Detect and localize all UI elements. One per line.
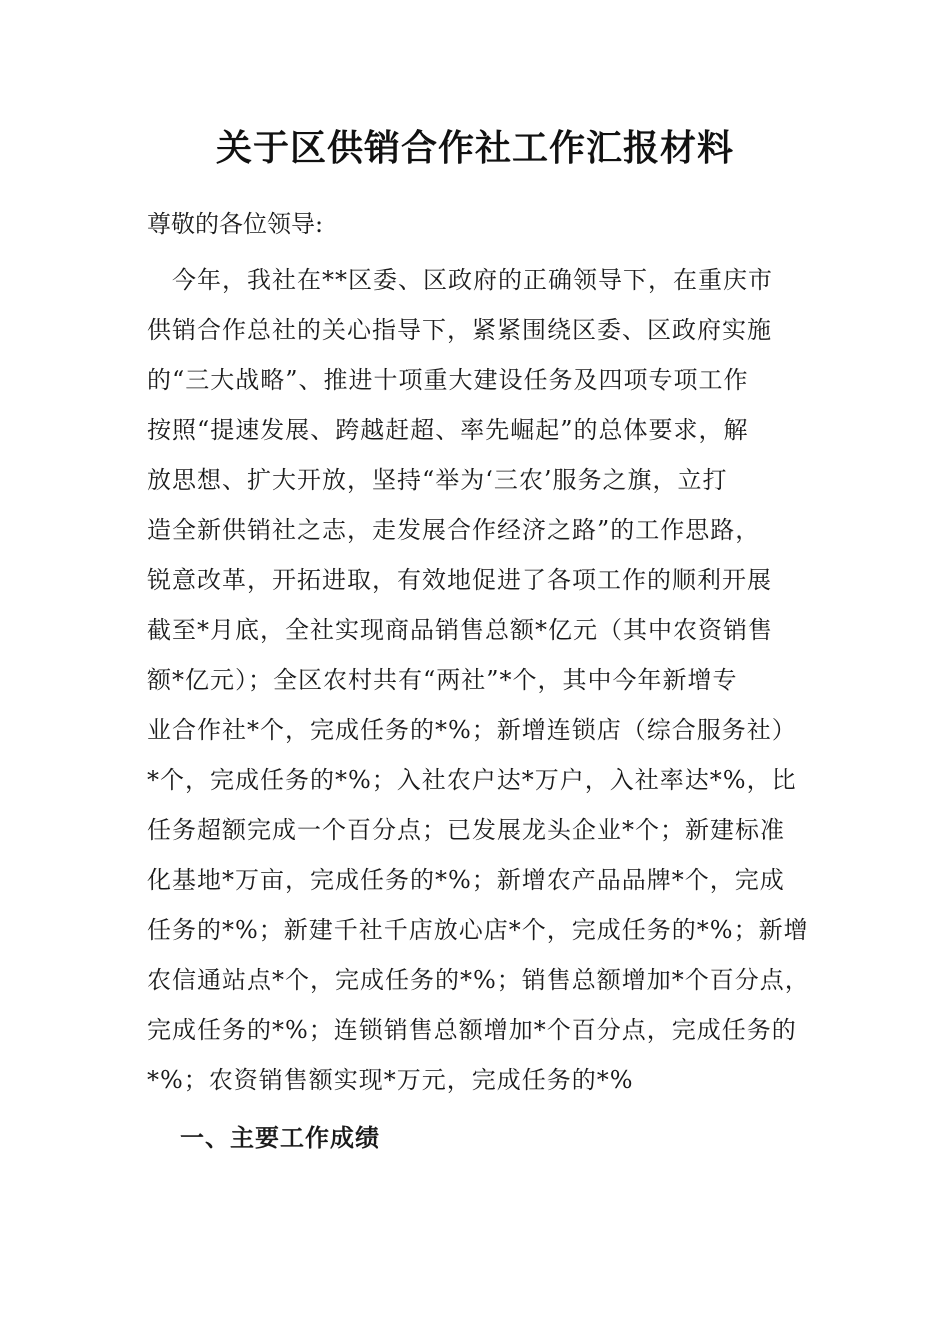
body-line: 放思想、扩大开放，坚持“举为‘三农’服务之旗，立打 [147, 466, 728, 494]
body-line: 化基地*万亩，完成任务的*%；新增农产品品牌*个，完成 [147, 866, 785, 894]
salutation: 尊敬的各位领导: [147, 210, 324, 238]
body-line: 额*亿元）；全区农村共有“两社”*个，其中今年新增专 [147, 666, 738, 694]
body-line: 任务超额完成一个百分点；已发展龙头企业*个；新建标准 [147, 816, 785, 844]
body-line: 截至*月底，全社实现商品销售总额*亿元（其中农资销售 [147, 616, 773, 644]
body-line: 锐意改革，开拓进取，有效地促进了各项工作的顺利开展 [147, 566, 772, 594]
document-title: 关于区供销合作社工作汇报材料 [215, 127, 734, 169]
body-line: 造全新供销社之志，走发展合作经济之路”的工作思路， [147, 516, 761, 544]
body-paragraph [147, 262, 837, 1112]
body-line: 业合作社*个，完成任务的*%；新增连锁店（综合服务社） [147, 716, 797, 744]
body-line: 任务的*%；新建千社千店放心店*个，完成任务的*%；新增 [147, 916, 809, 944]
body-line: 供销合作总社的关心指导下，紧紧围绕区委、区政府实施 [147, 316, 772, 344]
body-line: 农信通站点*个，完成任务的*%；销售总额增加*个百分点， [147, 966, 810, 994]
section-heading: 一、主要工作成绩 [180, 1123, 380, 1152]
body-line: 按照“提速发展、跨越赶超、率先崛起”的总体要求，解 [147, 416, 749, 444]
body-line: *个，完成任务的*%；入社农户达*万户，入社率达*%，比 [147, 766, 797, 794]
body-line: 今年，我社在**区委、区政府的正确领导下，在重庆市 [147, 266, 773, 294]
body-line: 的“三大战略”、推进十项重大建设任务及四项专项工作 [147, 366, 749, 394]
body-line: *%；农资销售额实现*万元，完成任务的*% [147, 1066, 634, 1094]
body-line: 完成任务的*%；连锁销售总额增加*个百分点，完成任务的 [147, 1016, 797, 1044]
